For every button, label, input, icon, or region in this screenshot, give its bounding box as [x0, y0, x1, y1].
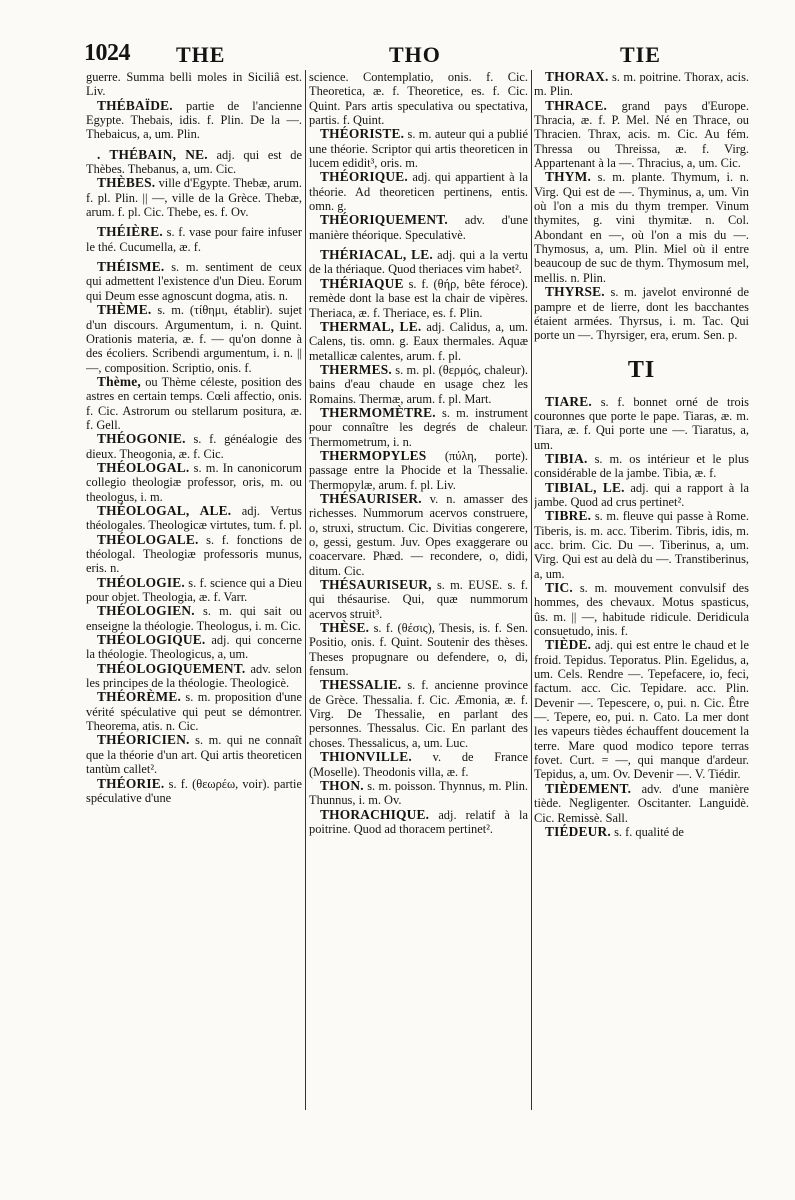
column-divider	[305, 70, 306, 1110]
dictionary-entry	[309, 363, 528, 406]
entry-definition: s. f. (θεωρέω, voir). partie spéculative d'une	[86, 776, 302, 805]
entry-headword: THRACE.	[545, 97, 608, 113]
entry-definition: v. de France (Moselle). Theodonis villa, æ. f.	[309, 750, 528, 779]
entry-definition: s. m. qui ne connaît que la théorie d'un art. Qui artis theoreticen tantùm callet².	[86, 733, 302, 777]
dictionary-entry	[309, 406, 528, 449]
entry-headword: THÉOLOGIQUEMENT.	[97, 660, 246, 676]
dictionary-entry	[534, 452, 749, 481]
entry-definition: grand pays d'Europe. Thracia, æ. f. P. Mel. Né en Thrace, ou Thracien. Thrax, acis. m. Cic. Au fém. Thressa ou Threissa, æ. f. Virg. Appartenant à la —. Thracius, a, um. Cic.	[534, 98, 749, 171]
entry-headword: THÉORÈME.	[97, 689, 182, 705]
entry-definition: s. f. bonnet orné de trois couronnes que porte le pape. Tiaras, æ. m. Tiara, æ. f. Qui porte une —. Tiaratus, a, um.	[534, 394, 749, 452]
column-1	[86, 70, 302, 1120]
entry-definition: s. f. fonctions de théologal. Theologiæ professoris munus, eris. n.	[86, 532, 302, 576]
entry-definition: adj. Vertus théologales. Theologicæ virtutes, tum. f. pl.	[86, 503, 302, 533]
dictionary-entry	[534, 285, 749, 342]
entry-definition: ou Thème céleste, position des astres en certain temps. Cœli affectio, onis. f. Cic. Astrorum ou stellarum positura, æ. f. Gell.	[86, 374, 302, 432]
entry-definition: (πύλη, porte). passage entre la Phocide et la Thessalie. Thermopylæ, arum. f. pl. Liv.	[309, 448, 528, 492]
entry-definition: adv. selon les principes de la théologie. Theologicè.	[86, 661, 302, 691]
dictionary-entry	[309, 621, 528, 678]
entry-definition: adj. qui a la vertu de la thériaque. Quod theriaces vim habet².	[309, 248, 528, 277]
dictionary-entry	[309, 808, 528, 837]
entry-headword: THÉOGONIE.	[97, 431, 186, 447]
dictionary-entry	[309, 578, 528, 621]
entry-definition: adv. d'une manière théorique. Speculativè.	[309, 213, 528, 242]
entry-headword: TIBIAL, LE.	[545, 479, 625, 495]
entry-headword: THÉOLOGIE.	[97, 574, 185, 590]
dictionary-entry	[86, 461, 302, 504]
entry-headword: THÉORIE.	[97, 775, 165, 791]
entry-headword: THYRSE.	[545, 284, 605, 300]
dictionary-entry	[309, 127, 528, 170]
entry-headword: THYM.	[545, 169, 592, 185]
dictionary-entry	[86, 576, 302, 605]
dictionary-entry	[86, 604, 302, 633]
guide-word-center: THO	[389, 42, 441, 67]
entry-definition: s. m. In canonicorum collegio theologiæ professor, oris, m. ou theologus, i. m.	[86, 460, 302, 504]
entry-definition: adj. qui a rapport à la jambe. Quod ad crus pertinet².	[534, 480, 749, 509]
entry-headword: THERMAL, LE.	[320, 318, 422, 334]
entry-headword: THÉRIACAL, LE.	[320, 247, 433, 263]
entry-definition: v. n. amasser des richesses. Nummorum acervos construere, o, struxi, structum. Cic. Divitias congerere, o, gessi, gestum. Juv. Opes exaggerare ou coacervare. Phæd. — recondere, o, didi, ditum. Cic.	[309, 491, 528, 578]
entry-definition: s. m. javelot environné de pampre et de lierre, dont les bacchantes étaient armées. Thyrsus, i. m. Tac. Qui porte un —. Thyrsiger, era, erum. Sen. p.	[534, 285, 749, 343]
entry-definition: s. f. qualité de	[614, 824, 684, 839]
entry-headword: THÉOLOGAL, ALE.	[97, 502, 232, 518]
dictionary-entry	[534, 581, 749, 638]
entry-headword: Thème,	[97, 373, 141, 389]
dictionary-entry	[534, 170, 749, 285]
dictionary-entry	[86, 777, 302, 806]
entry-headword: TIÉDEUR.	[545, 823, 611, 839]
page-number: 1024	[84, 40, 130, 66]
entry-definition: s. m. poisson. Thynnus, m. Plin. Thunnus, i. m. Ov.	[309, 778, 528, 808]
dictionary-entry	[309, 779, 528, 808]
entry-definition: s. m. pl. (θερμός, chaleur). bains d'eau chaude en usage chez les Romains. Thermæ, arum. f. pl. Mart.	[309, 362, 528, 406]
entry-definition: science. Contemplatio, onis. f. Cic. Theoretica, æ. f. Theoretice, es. f. Cic. Quint. Pars artis speculativa ou spectativa, partis. f. Quint.	[309, 70, 528, 128]
column-2	[309, 70, 528, 1120]
entry-definition: adj. qui est entre le chaud et le froid. Tepidus. Teporatus. Plin. Egelidus, a, um. Cels. Rendre —. Tepefacere, io, feci, factum. acc. Cic. Tepidare. acc. Plin. Devenir —. Tepescere, o, pui. n. Cic. Être —. Tepere, eo, pui. n. Cato. La mer dont les vapeurs tièdes échauffent doucement la terre. Mare quod modico tepore terras fovet. Curt. = —, qui manque d'ardeur. Tepidus, a, um. Ov. Devenir —. V. Tiédir.	[534, 638, 749, 782]
entry-continuation	[309, 70, 528, 127]
section-letter-heading: TI	[627, 356, 656, 383]
entry-definition: ville d'Egypte. Thebæ, arum. f. pl. Plin. || —, ville de la Grèce. Thebæ, arum. f. pl. Cic. Thebe, es. f. Ov.	[86, 176, 302, 220]
entry-headword: THÈME.	[97, 302, 152, 318]
entry-definition: adj. Calidus, a, um. Calens, tis. omn. g. Eaux thermales. Aquæ metallicæ calentes, arum. f. pl.	[309, 319, 528, 363]
entry-headword: THERMES.	[320, 361, 392, 377]
entry-headword: THÈSE.	[320, 620, 370, 636]
entry-definition: s. m. proposition d'une vérité spéculative qui peut se démontrer. Theorema, atis. n. Cic.	[86, 690, 302, 734]
entry-definition: s. m. poitrine. Thorax, acis. m. Plin.	[534, 70, 749, 99]
dictionary-entry	[309, 449, 528, 492]
dictionary-entry	[534, 782, 749, 825]
entry-headword: THÉISME.	[97, 259, 165, 275]
entry-definition: s. f. vase pour faire infuser le thé. Cucumella, æ. f.	[86, 225, 302, 254]
entry-definition: s. f. ancienne province de Grèce. Thessalia. f. Cic. Æmonia, æ. f. Virg. De Thessalie, en parlant des personnes. Thessalus. Cic. En parlant des choses. Thessalicus, a, um. Luc.	[309, 678, 528, 750]
column-3	[534, 70, 749, 1120]
entry-definition: s. m. plante. Thymum, i. n. Virg. Qui est de —. Thyminus, a, um. Vin où l'on a mis du thym tremper. Vinum thymites, g. vini thymitæ. n. Col. Abondant en —, où l'on a mis du —. Thymosus, a, um. Plin. Miel où il entre beaucoup de suc de thym. Thymosum mel, mellis. n. Plin.	[534, 170, 749, 285]
entry-headword: THERMOPYLES	[320, 447, 427, 463]
entry-definition: partie de l'ancienne Egypte. Thebais, idis. f. Plin. De la —. Thebaicus, a, um. Plin.	[86, 98, 302, 142]
entry-headword: THÉOLOGIQUE.	[97, 632, 206, 648]
entry-definition: s. m. auteur qui a publié une théorie. Scriptor qui artis theoreticen in lucem edidit³, oris. m.	[309, 127, 528, 171]
entry-headword: THÉBAÏDE.	[97, 97, 173, 113]
dictionary-entry	[534, 825, 749, 839]
entry-definition: s. m. os intérieur et le plus considérable de la jambe. Tibia, æ. f.	[534, 451, 749, 481]
entry-headword: THESSALIE.	[320, 677, 402, 693]
entry-headword: THORAX.	[545, 70, 609, 84]
entry-headword: THÉORICIEN.	[97, 732, 190, 748]
entry-definition: s. m. EUSE. s. f. qui thésaurise. Qui, quæ nummorum acervos struit³.	[309, 578, 528, 621]
entry-headword: THON.	[320, 777, 364, 793]
entry-definition: adj. qui appartient à la théorie. Ad theoreticen pertinens, entis. omn. g.	[309, 170, 528, 214]
entry-headword: . THÉBAIN, NE.	[97, 146, 208, 162]
entry-definition: adv. d'une manière tiède. Negligenter. Oscitanter. Languidè. Cic. Remissè. Sall.	[534, 781, 749, 825]
entry-definition: s. f. (θέσις), Thesis, is. f. Sen. Positio, onis. f. Quint. Soutenir des thèses. Theses propugnare ou defendere, o, di, fensum.	[309, 621, 528, 679]
dictionary-entry	[309, 492, 528, 578]
dictionary-entry	[309, 170, 528, 213]
page-header	[84, 40, 749, 70]
dictionary-entry	[86, 432, 302, 461]
dictionary-entry	[309, 277, 528, 320]
entry-definition: adj. qui concerne la théologie. Theologicus, a, um.	[86, 633, 302, 662]
entry-definition: guerre. Summa belli moles in Siciliâ est. Liv.	[86, 70, 302, 99]
entry-definition: s. m. qui sait ou enseigne la théologie. Theologus, i. m. Cic.	[86, 604, 302, 633]
entry-headword: TIBIA.	[545, 450, 588, 466]
entry-headword: TIÈDEMENT.	[545, 780, 632, 796]
dictionary-entry	[534, 481, 749, 510]
entry-headword: TIARE.	[545, 393, 592, 409]
dictionary-entry	[86, 375, 302, 432]
entry-headword: THÉRIAQUE	[320, 275, 404, 291]
entry-headword: THÉSAURISER.	[320, 490, 422, 506]
guide-word-right: TIE	[620, 42, 661, 67]
entry-definition: s. m. instrument pour connaître les degrés de chaleur. Thermometrum, i. n.	[309, 405, 528, 449]
entry-headword: THÉORIQUE.	[320, 169, 408, 185]
dictionary-entry	[86, 303, 302, 375]
entry-headword: THÉOLOGIEN.	[97, 603, 195, 619]
dictionary-entry	[534, 395, 749, 452]
entry-headword: TIBRE.	[545, 508, 592, 524]
entry-headword: THÉOLOGAL.	[97, 459, 190, 475]
entry-headword: THÉORIQUEMENT.	[320, 212, 448, 228]
entry-headword: TIÈDE.	[545, 637, 592, 653]
dictionary-entry	[534, 638, 749, 781]
entry-headword: THÉORISTE.	[320, 126, 405, 142]
entry-headword: THÈBES.	[97, 175, 156, 191]
dictionary-entry	[309, 678, 528, 750]
dictionary-entry	[86, 176, 302, 219]
guide-word-left: THE	[176, 42, 226, 67]
entry-definition: s. m. (τίθημι, établir). sujet d'un discours. Argumentum, i. n. Quint. Orationis materia, æ. f. — qu'on donne à des écoliers. Scribendi argumentum, i. n. || —, composition. Scriptio, onis. f.	[86, 303, 302, 375]
dictionary-entry	[86, 733, 302, 776]
dictionary-entry	[86, 148, 302, 177]
entry-definition: s. f. science qui a Dieu pour objet. Theologia, æ. f. Varr.	[86, 575, 302, 605]
dictionary-entry	[86, 225, 302, 254]
entry-definition: adj. relatif à la poitrine. Quod ad thoracem pertinet².	[309, 807, 528, 836]
column-divider	[531, 70, 532, 1110]
entry-headword: THÉIÈRE.	[97, 224, 163, 240]
dictionary-entry	[86, 633, 302, 662]
dictionary-entry	[309, 750, 528, 779]
dictionary-entry	[86, 260, 302, 303]
entry-continuation	[86, 70, 302, 99]
dictionary-entry	[309, 248, 528, 277]
dictionary-entry	[534, 99, 749, 171]
dictionary-entry	[309, 320, 528, 363]
dictionary-entry	[534, 509, 749, 581]
entry-headword: THORACHIQUE.	[320, 806, 430, 822]
entry-headword: THÉSAURISEUR,	[320, 577, 432, 593]
entry-definition: s. m. fleuve qui passe à Rome. Tiberis, is. m. acc. Tiberim. Tibris, idis, m. acc. brim. Cic. Du —. Tiberinus, a, um. Virg. Qui est au delà du —. Transtiberinus, a, um.	[534, 509, 749, 581]
dictionary-entry	[86, 99, 302, 142]
entry-definition: s. m. mouvement convulsif des hommes, des chevaux. Motus spasticus, ûs. m. || —, habitude ridicule. Deridicula consuetudo, inis. f.	[534, 581, 749, 639]
entry-definition: adj. qui est de Thèbes. Thebanus, a, um. Cic.	[86, 147, 302, 177]
dictionary-entry	[534, 70, 749, 99]
entry-headword: TIC.	[545, 580, 573, 595]
dictionary-entry	[86, 690, 302, 733]
entry-headword: THERMOMÈTRE.	[320, 404, 436, 420]
entry-definition: s. f. (θήρ, bête féroce). remède dont la base est la chair de vipères. Theriaca, æ. f. Theriace, es. f. Plin.	[309, 276, 528, 320]
entry-headword: THIONVILLE.	[320, 749, 412, 765]
entry-headword: THÉOLOGALE.	[97, 531, 199, 547]
dictionary-entry	[309, 213, 528, 242]
entry-definition: s. m. sentiment de ceux qui admettent l'existence d'un Dieu. Eorum qui Deum esse agnoscunt dogma, atis. n.	[86, 260, 302, 303]
entry-definition: s. f. généalogie des dieux. Theogonia, æ. f. Cic.	[86, 432, 302, 461]
dictionary-entry	[86, 504, 302, 533]
dictionary-entry	[86, 662, 302, 691]
dictionary-entry	[86, 533, 302, 576]
